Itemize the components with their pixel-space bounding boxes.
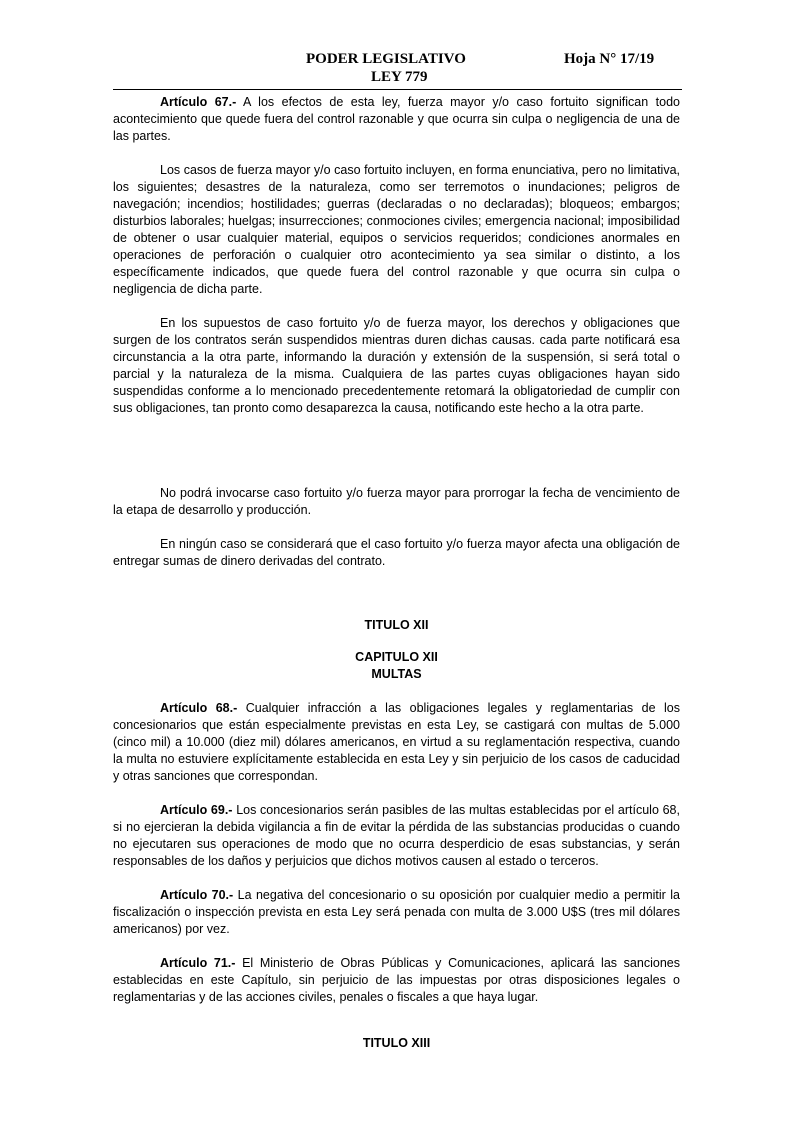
header-title: PODER LEGISLATIVO <box>306 51 466 67</box>
article-69 <box>113 802 680 870</box>
article-68-heading: Artículo 68.- <box>160 701 238 715</box>
paragraph-force-majeure-cases: Los casos de fuerza mayor y/o caso fortuito incluyen, en forma enunciativa, pero no limitativa, los siguientes; desastres de la naturaleza, como ser terremotos o inundaciones; peligros de navegación; incendios; hostilidades; guerras (declaradas o no declaradas); bloqueos; embargos; disturbios laborales; huelgas; insurrecciones; conmociones civiles; emergencia nacional; imposibilidad de obtener o usar cualquier material, equipos o servicios requeridos; condiciones anormales en operaciones de perforación o cualquier otro acontecimiento ya sea similar o distinto, a los específicamente indicados, que quede fuera del control razonable y que ocurra sin culpa o negligencia de dicha parte. <box>113 163 680 296</box>
article-67-text: A los efectos de esta ley, fuerza mayor y/o caso fortuito significan todo acontecimiento que quede fuera del control razonable y que ocurra sin culpa o negligencia de una de las partes. <box>113 95 680 143</box>
document-body <box>113 94 680 1052</box>
header-divider <box>113 89 682 90</box>
article-68 <box>113 700 680 785</box>
article-67-heading: Artículo 67.- <box>160 95 237 109</box>
article-70-heading: Artículo 70.- <box>160 888 234 902</box>
article-71-heading: Artículo 71.- <box>160 956 236 970</box>
paragraph-suspension: En los supuestos de caso fortuito y/o de fuerza mayor, los derechos y obligaciones que surgen de los contratos serán suspendidos mientras duren dichas causas. cada parte notificará esa circunstancia a la otra parte, informando la duración y extensión de la suspensión, si será total o parcial y la naturaleza de la misma. Cualquiera de las partes cuyas obligaciones hayan sido suspendidas conforme a lo mencionado precedentemente retomará la obligatoriedad de cumplir con sus obligaciones, tan pronto como desaparezca la causa, notificando este hecho a la otra parte. <box>113 316 680 415</box>
chapter-xii: CAPITULO XII <box>355 650 438 664</box>
article-67 <box>113 94 680 145</box>
title-xiii: TITULO XIII <box>362 1036 431 1050</box>
header-sheet-number: Hoja N° 17/19 <box>564 51 655 67</box>
title-xii: TITULO XII <box>364 618 429 632</box>
article-70-text: La negativa del concesionario o su oposición por cualquier medio a permitir la fiscalización o inspección prevista en esta Ley será penada con multa de 3.000 U$S (tres mil dólares americanos) por vez. <box>113 888 680 936</box>
chapter-xii-heading: MULTAS <box>371 667 422 681</box>
article-70 <box>113 887 680 938</box>
article-69-heading: Artículo 69.- <box>160 803 233 817</box>
article-71-text: El Ministerio de Obras Públicas y Comunicaciones, aplicará las sanciones establecidas en este Capítulo, sin perjuicio de las impuestas por otras disposiciones legales o reglamentarias y de las acciones civiles, penales o fiscales a que haya lugar. <box>113 956 680 1004</box>
paragraph-no-extension: No podrá invocarse caso fortuito y/o fuerza mayor para prorrogar la fecha de vencimiento de la etapa de desarrollo y producción. <box>113 486 680 517</box>
article-71 <box>113 955 680 1006</box>
header-law-number: LEY 779 <box>371 69 428 85</box>
article-68-text: Cualquier infracción a las obligaciones legales y reglamentarias de los concesionarios que están especialmente previstas en esta Ley, se castigará con multas de 5.000 (cinco mil) a 10.000 (diez mil) dólares americanos, en virtud a su reglamentación respectiva, cuando la multa no estuviere explícitamente establecida en esta Ley y sin perjuicio de los casos de caducidad y otras sanciones que correspondan. <box>113 701 680 783</box>
paragraph-money-obligation: En ningún caso se considerará que el caso fortuito y/o fuerza mayor afecta una obligación de entregar sumas de dinero derivadas del contrato. <box>113 537 680 568</box>
article-69-text: Los concesionarios serán pasibles de las multas establecidas por el artículo 68, si no ejercieran la debida vigilancia a fin de evitar la pérdida de las substancias producidas o cuando no ejecutaren sus operaciones de modo que no ocurra desperdicio de esas substancias, y serán responsables de los daños y perjuicios que dichos motivos causen al estado o terceros. <box>113 803 680 868</box>
